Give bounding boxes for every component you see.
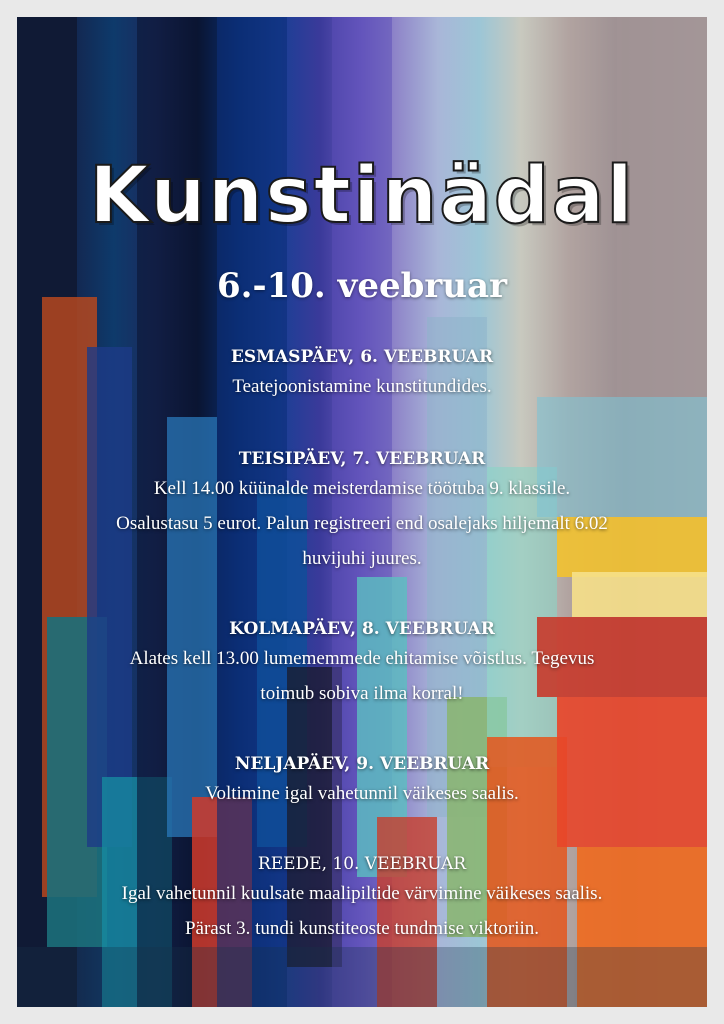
day-heading: TEISIPÄEV, 7. VEEBRUAR <box>238 449 486 469</box>
day-description-line: Kell 14.00 küünalde meisterdamise töötuba 9. klassile. <box>153 478 571 499</box>
day-block-monday <box>27 345 697 404</box>
day-heading: KOLMAPÄEV, 8. VEEBRUAR <box>229 619 495 639</box>
day-block-friday <box>27 852 697 946</box>
day-description-line: Osalustasu 5 eurot. Palun registreeri end osalejaks hiljemalt 6.02 <box>116 513 608 534</box>
poster-title: Kunstinädal <box>89 151 635 241</box>
day-description-line: Pärast 3. tundi kunstiteoste tundmise viktoriin. <box>184 918 540 939</box>
day-description-line: Igal vahetunnil kuulsate maalipiltide värvimine väikeses saalis. <box>121 883 603 904</box>
day-description-line: huvijuhi juures. <box>302 548 422 569</box>
poster-content <box>17 17 707 1007</box>
day-block-tuesday <box>27 447 697 576</box>
day-description-line: Alates kell 13.00 lumememmede ehitamise võistlus. Tegevus <box>129 648 595 669</box>
day-heading: ESMASPÄEV, 6. VEEBRUAR <box>230 347 494 367</box>
day-block-wednesday <box>27 617 697 711</box>
poster-dates: 6.-10. veebruar <box>217 266 507 306</box>
day-heading: NELJAPÄEV, 9. VEEBRUAR <box>234 754 490 774</box>
day-description-line: Teatejoonistamine kunstitundides. <box>232 376 492 397</box>
poster <box>17 17 707 1007</box>
day-heading: REEDE, 10. VEEBRUAR <box>257 854 467 874</box>
day-description-line: Voltimine igal vahetunnil väikeses saalis. <box>205 783 519 804</box>
day-description-line: toimub sobiva ilma korral! <box>260 683 464 704</box>
day-block-thursday <box>27 752 697 811</box>
